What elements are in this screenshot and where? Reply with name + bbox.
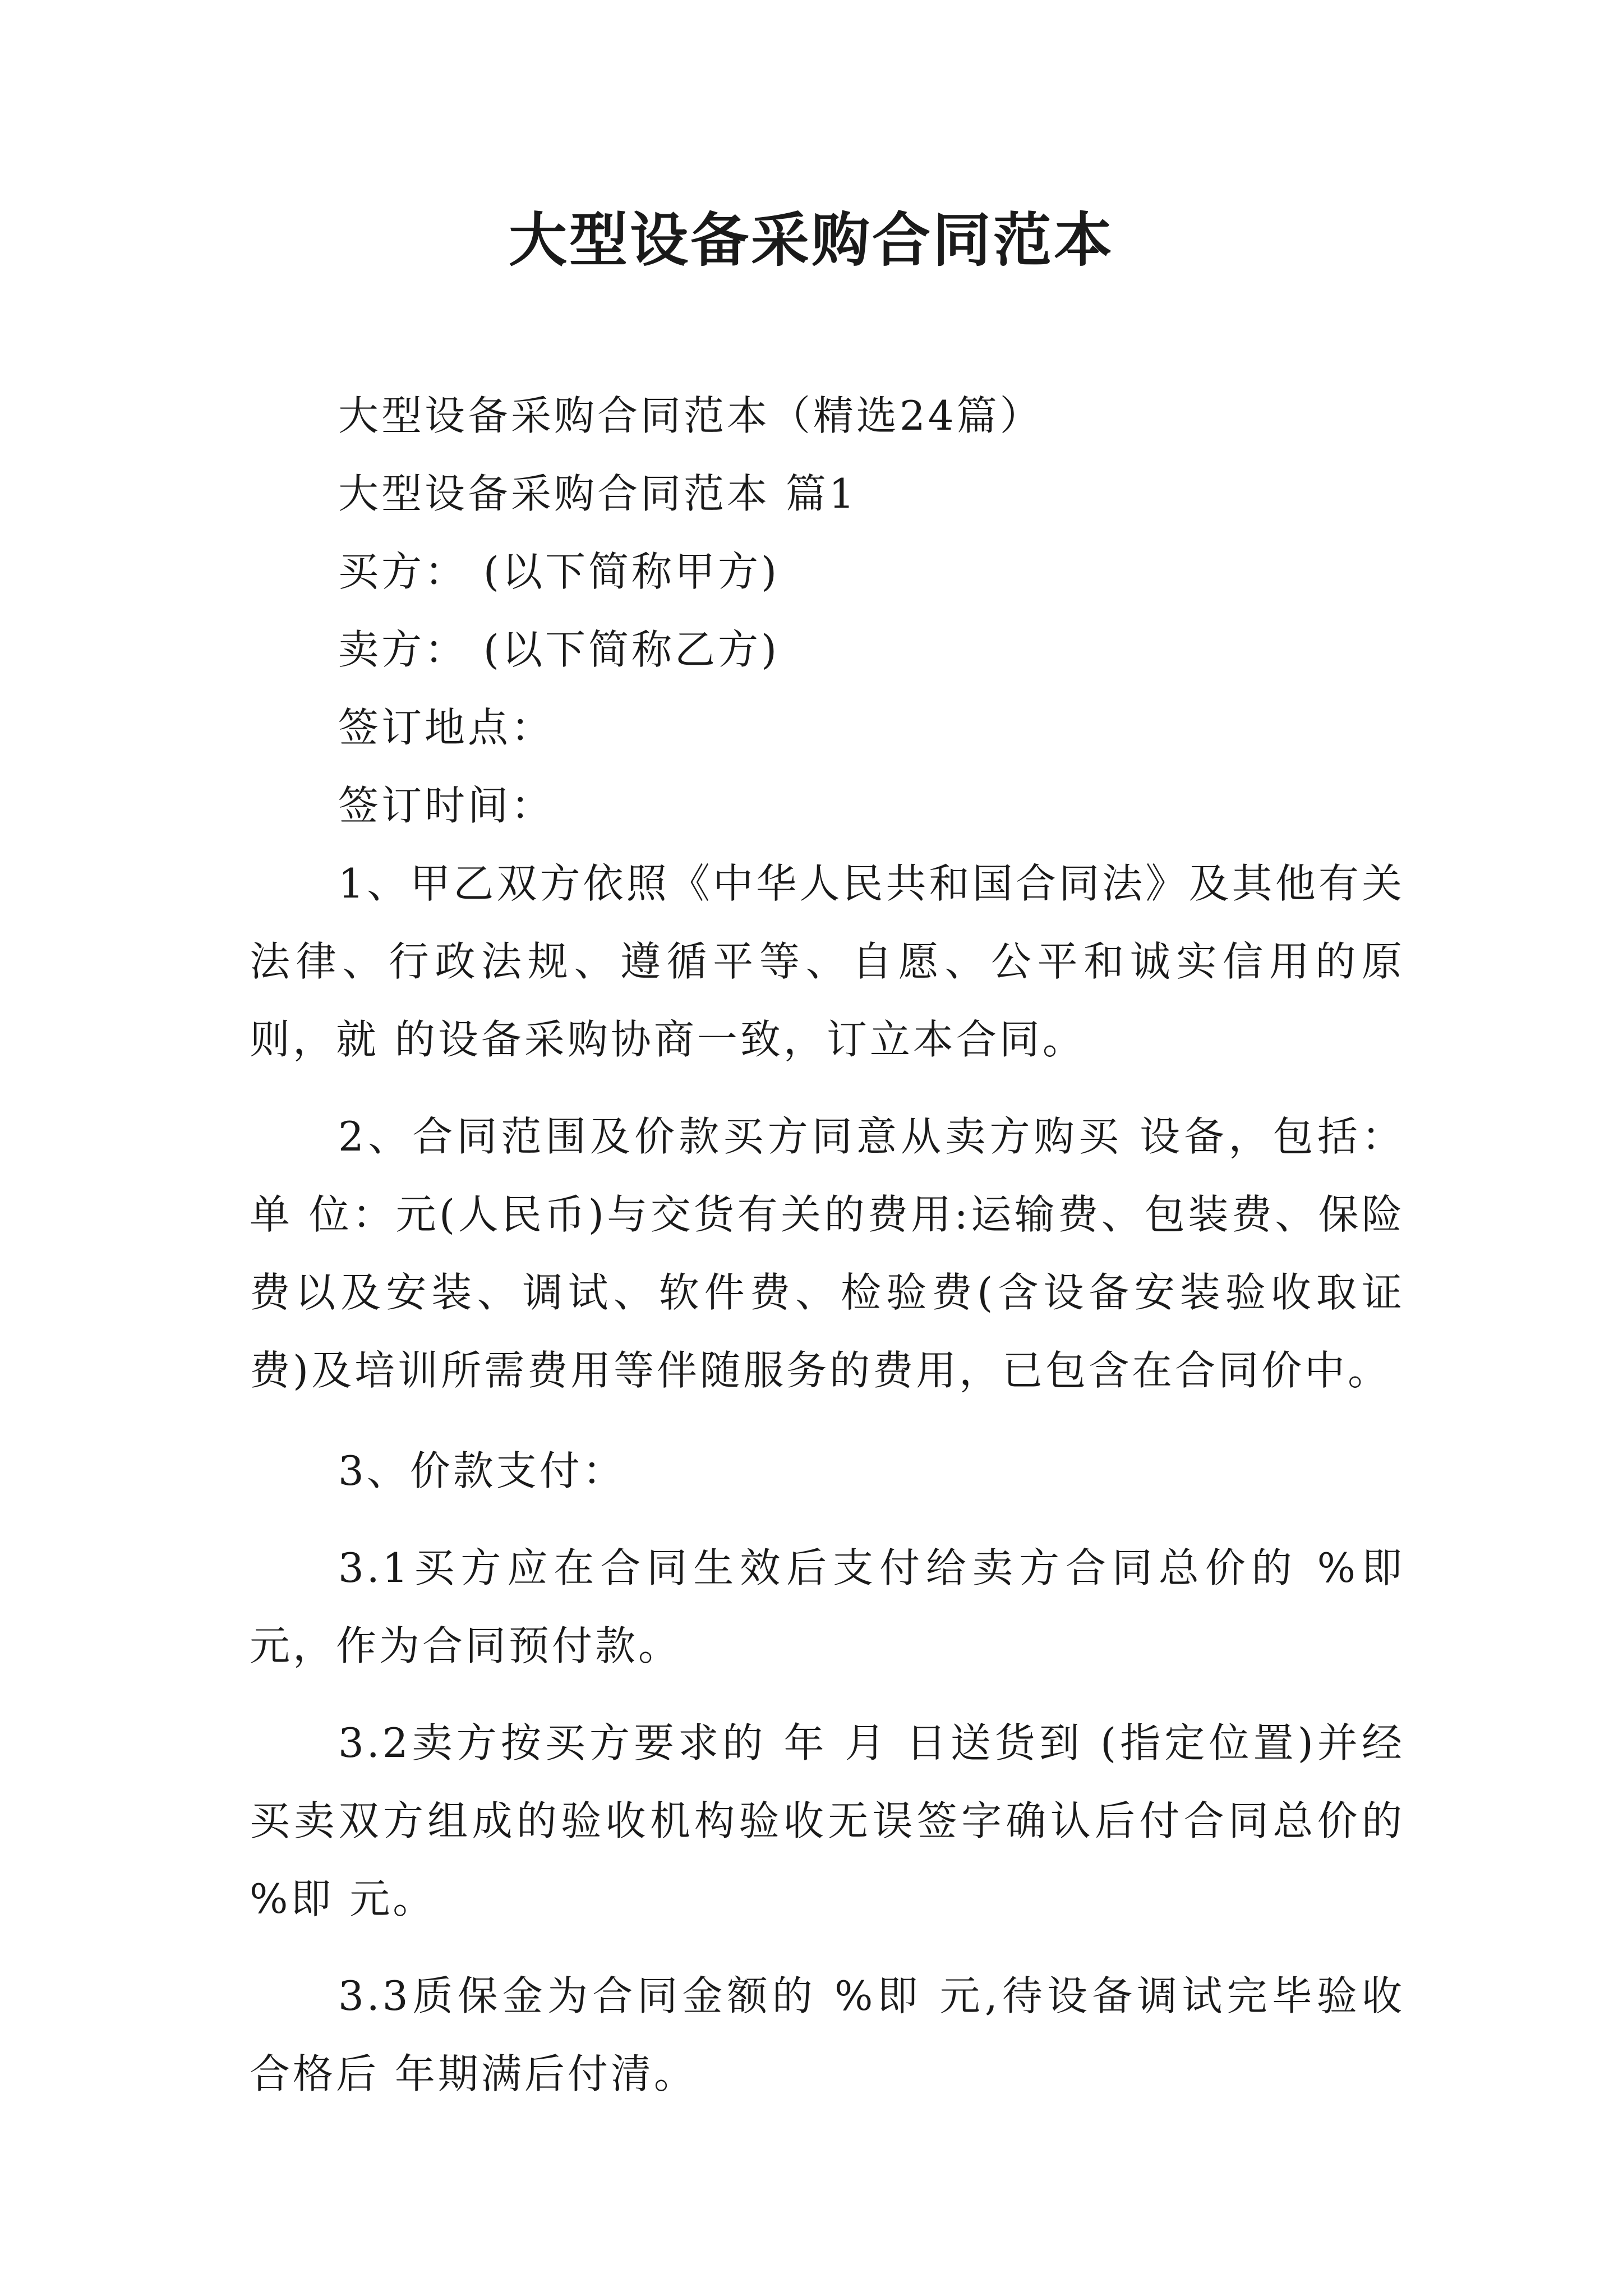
paragraph-sign-time: 签订时间：: [338, 782, 555, 829]
paragraph-clause-3-2: 3.2卖方按买方要求的 年 月 日送货到 (指定位置)并经买卖双方组成的验收机构验收无误签字确认后付合同总价的 %即 元。: [250, 1719, 1405, 1922]
paragraph-clause-1: 1、甲乙双方依照《中华人民共和国合同法》及其他有关法律、行政法规、遵循平等、自愿、公平和诚实信用的原则，就 的设备采购协商一致，订立本合同。: [250, 860, 1405, 1063]
paragraph-sign-place: 签订地点：: [338, 704, 555, 751]
paragraph-seller: 卖方： (以下简称乙方): [338, 626, 780, 673]
paragraph-subtitle: 大型设备采购合同范本（精选24篇）: [338, 392, 1043, 439]
paragraph-clause-3-3: 3.3质保金为合同金额的 %即 元,待设备调试完毕验收合格后 年期满后付清。: [250, 1972, 1405, 2097]
document-title: 大型设备采购合同范本: [508, 205, 1114, 274]
paragraph-clause-2: 2、合同范围及价款买方同意从卖方购买 设备，包括：单 位：元(人民币)与交货有关的费用:运输费、包装费、保险费以及安装、调试、软件费、检验费(含设备安装验收取证费)及培训所需费用等伴随服务的费用，已包含在合同价中。: [250, 1113, 1405, 1394]
document-body: [250, 377, 1405, 2113]
paragraph-clause-3: 3、价款支付：: [338, 1447, 626, 1494]
paragraph-buyer: 买方： (以下简称甲方): [338, 548, 780, 595]
paragraph-clause-3-1: 3.1买方应在合同生效后支付给卖方合同总价的 %即 元，作为合同预付款。: [250, 1544, 1405, 1669]
paragraph-chapter: 大型设备采购合同范本 篇1: [338, 470, 857, 517]
